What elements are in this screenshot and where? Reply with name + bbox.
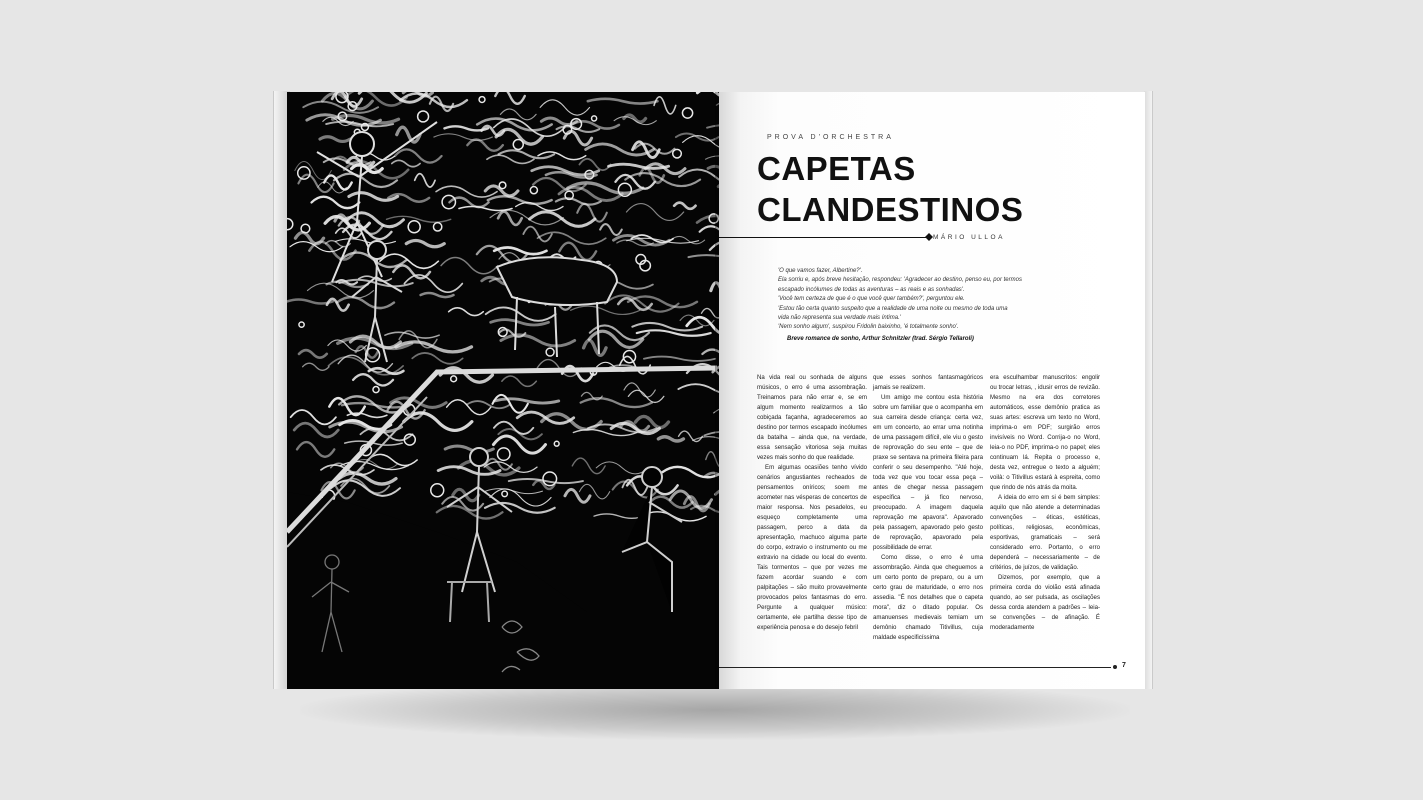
footer-rule bbox=[719, 667, 1111, 668]
body-paragraph: Um amigo me contou esta história sobre um familiar que o acompanha em sua carreira desde criança: certa vez, em um concerto, ao errar uma notinha de uma passagem difícil, ele viu o gesto de reprovação do seu ente – que de praxe se sentava na primeira fileira para conferir o seu desempenho. "Até hoje, toda vez que vou tocar essa peça – antes de chegar nessa passagem específica – já fico nervoso, preocupado. A imagem daquela reprovação me apavora". Apavorado pela passagem, apavorado pelo gesto de reprovação, apavorado pela possibilidade de errar. bbox=[873, 394, 983, 551]
illustration-page bbox=[287, 92, 719, 689]
body-paragraph: era esculhambar manuscritos: engolir ou trocar letras, , idusir erros de revizão. Mesmo na era dos corretores automáticos, esse demônio pratica as suas artes: escreva um texto no Word, imprima-o em PDF; surgirão erros invisíveis no Word. Corrija-o no Word, leia-o no PDF, imprima-o no papel; eles continuam lá. Repita o processo e, desta vez, entregue o texto a alguém; voilà: o Titivillus estará à espreita, como que rindo de nós atrás da moita. bbox=[990, 374, 1100, 491]
diamond-ornament-icon bbox=[925, 233, 933, 241]
article-title-line-1: CAPETAS bbox=[757, 150, 916, 187]
body-column-3 bbox=[990, 373, 1100, 633]
open-magazine bbox=[273, 89, 1153, 691]
body-column-2 bbox=[873, 373, 983, 643]
epigraph-line: escapado incólumes de todas as aventuras – as reais e as sonhadas'. bbox=[778, 286, 965, 293]
epigraph-line: vida não representa sua verdade mais íntima.' bbox=[778, 315, 901, 322]
body-paragraph: Em algumas ocasiões tenho vívido cenários angustiantes recheados de pensamentos oníricos; soem me acometer nas vésperas de concertos de maior responsa. Nos pesadelos, eu esqueço completamente uma passagem, perco a data da apresentação, machuco alguma parte do corpo, extravio o instrumento ou me extravio na cidade ou local do evento. Tais tormentos – que por vezes me fazem acordar suando e com palpitações – são muito provavelmente provocados pelos fantasmas do erro. Pergunte a qualquer músico: certamente, ele partilha desse tipo de experiência penosa e do desejo febril bbox=[757, 464, 867, 631]
author-byline: MÁRIO ULLOA bbox=[933, 234, 1005, 241]
scratchboard-illustration bbox=[287, 92, 719, 689]
epigraph-line: 'Estou tão certa quanto suspeito que a realidade de uma noite ou mesmo de toda uma bbox=[778, 305, 1008, 312]
body-paragraph: Dizemos, por exemplo, que a primeira corda do violão está afinada quando, ao ser pulsada, as oscilações dessa corda atendem a padrões – leia-se convenções – de afinação. É moderadamente bbox=[990, 574, 1100, 631]
body-paragraph: A ideia do erro em si é bem simples: aquilo que não atende a determinadas convenções – éticas, estéticas, políticas, religiosas, econômicas, esportivas, gramaticais – será considerado erro. Portanto, o erro dependerá – necessariamente – de critérios, de juízos, de validação. bbox=[990, 494, 1100, 571]
section-label: PROVA D'ORCHESTRA bbox=[767, 134, 894, 141]
article-title-line-2: CLANDESTINOS bbox=[757, 191, 1024, 228]
epigraph-line: Ela sorriu e, após breve hesitação, respondeu: 'Agradecer ao destino, penso eu, por termos bbox=[778, 277, 1022, 284]
page-number: 7 bbox=[1122, 662, 1126, 669]
epigraph-line: 'Você tem certeza de que é o que você quer também?', perguntou ele. bbox=[778, 296, 965, 303]
epigraph-source: Breve romance de sonho, Arthur Schnitzler (trad. Sérgio Tellaroli) bbox=[787, 336, 974, 342]
epigraph-line: 'Nem sonho algum', suspirou Fridolin baixinho, 'é totalmente sonho'. bbox=[778, 324, 959, 331]
page-stack-right bbox=[1144, 91, 1153, 689]
body-column-1 bbox=[757, 373, 867, 633]
title-rule bbox=[719, 237, 927, 238]
body-paragraph: Como disse, o erro é uma assombração. Ainda que cheguemos a um certo ponto de preparo, ou a um certo grau de maturidade, o erro nos assedia. "É nos detalhes que o capeta mora", diz o ditado popular. Os amanuenses medievais temiam um demônio chamado Titivillus, cuja maldade especificíssima bbox=[873, 554, 983, 641]
epigraph-line: 'O que vamos fazer, Albertine?'. bbox=[778, 268, 863, 274]
epigraph bbox=[778, 267, 1036, 333]
body-paragraph: que esses sonhos fantasmagóricos jamais se realizem. bbox=[873, 374, 983, 391]
body-paragraph: Na vida real ou sonhada de alguns músicos, o erro é uma assombração. Treinamos para não errar e, se em algum momento realizarmos a tão cobiçada façanha, agradeceremos ao destino por termos escapado incólumes da batalha – ainda que, na verdade, essa sensação vitoriosa seja muitas vezes mais sonho do que realidade. bbox=[757, 374, 867, 461]
footer-dot-icon bbox=[1113, 665, 1117, 669]
